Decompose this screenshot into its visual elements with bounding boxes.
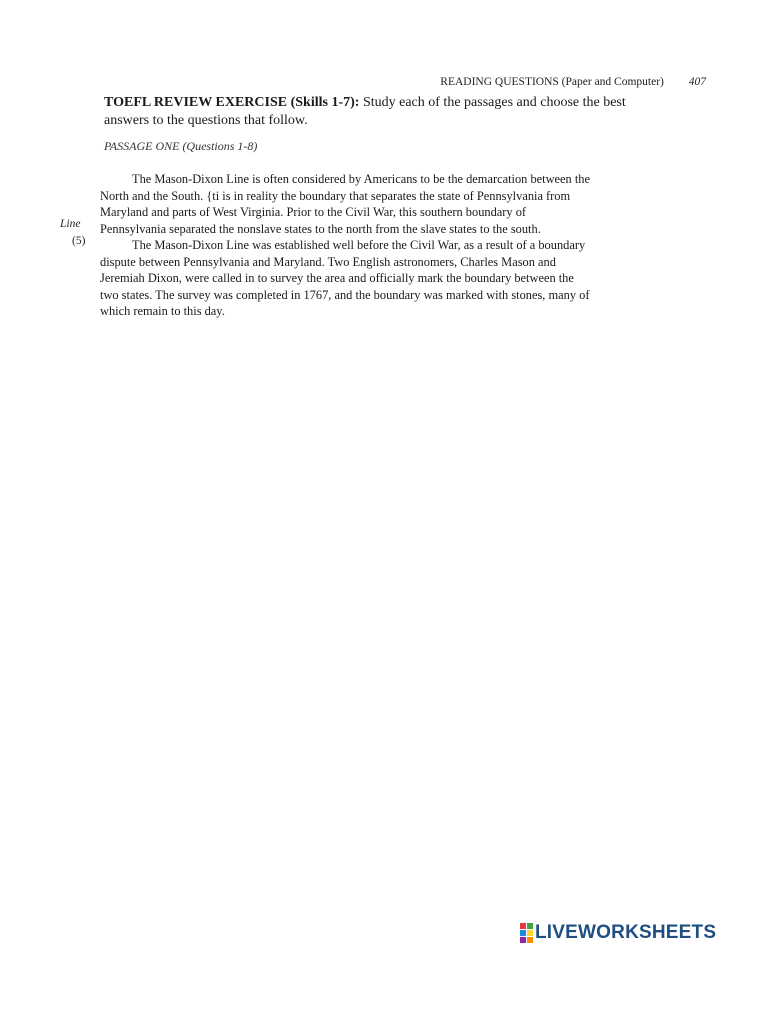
page-number: 407	[688, 76, 706, 88]
passage-line: The Mason-Dixon Line was established well before the Civil War, as a result of a boundary	[132, 238, 586, 252]
passage-line: Pennsylvania separated the nonslave states to the north from the slave states to the south.	[100, 221, 541, 236]
line-label: Line	[60, 218, 81, 230]
logo-square	[520, 923, 526, 929]
passage-line: dispute between Pennsylvania and Maryland. Two English astronomers, Charles Mason and	[100, 254, 556, 269]
logo-text: LIVEWORKSHEETS	[535, 922, 717, 943]
passage-line: two states. The survey was completed in 1767, and the boundary was marked with stones, many of	[100, 287, 590, 302]
passage-line: The Mason-Dixon Line is often considered by Americans to be the demarcation between the	[132, 172, 590, 186]
section-title: READING QUESTIONS (Paper and Computer)	[440, 76, 664, 88]
logo-icon	[520, 923, 533, 943]
line-number: (5)	[72, 235, 86, 247]
logo-square	[527, 923, 533, 929]
logo-square	[520, 937, 526, 943]
passage-heading: PASSAGE ONE (Questions 1-8)	[104, 139, 258, 153]
exercise-title	[104, 94, 684, 130]
liveworksheets-logo[interactable]	[520, 922, 716, 944]
exercise-title-bold: TOEFL REVIEW EXERCISE (Skills 1-7):	[104, 95, 360, 110]
logo-square	[527, 937, 533, 943]
logo-square	[527, 930, 533, 936]
passage-line: which remain to this day.	[100, 304, 225, 318]
exercise-title-rest: Study each of the passages and choose the best	[359, 95, 626, 110]
running-header	[440, 76, 706, 88]
exercise-title-line2: answers to the questions that follow.	[104, 113, 308, 128]
passage-line: North and the South. {ti is in reality the boundary that separates the state of Pennsylvania from	[100, 188, 571, 203]
passage-line: Maryland and parts of West Virginia. Prior to the Civil War, this southern boundary of	[100, 205, 527, 219]
logo-square	[520, 930, 526, 936]
passage-text	[100, 171, 680, 320]
passage-line: Jeremiah Dixon, were called in to survey the area and officially mark the boundary between the	[100, 271, 574, 285]
